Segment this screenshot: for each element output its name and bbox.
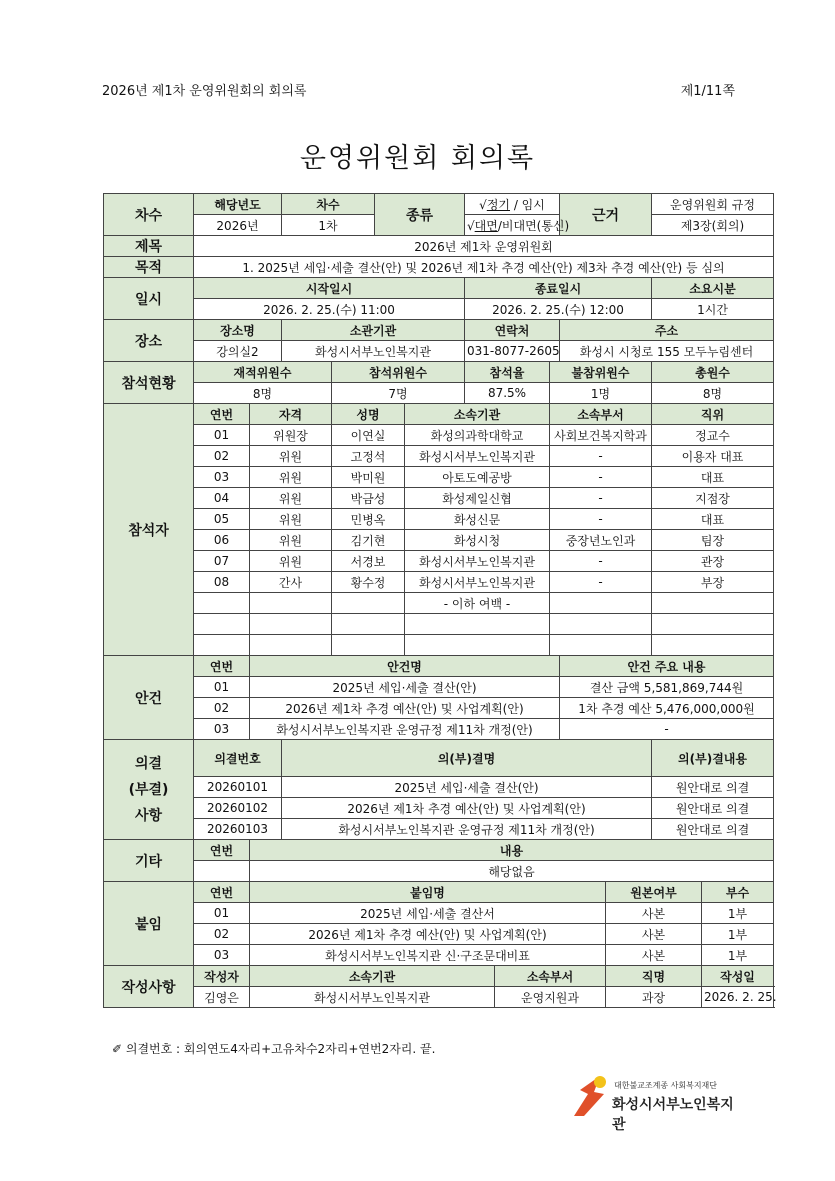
cell: 위원 [250,446,332,467]
start-header: 시작일시 [194,278,465,299]
place-label: 장소 [104,320,194,362]
cell: 화성시서부노인복지관 [405,572,550,593]
type-line1: √정기 / 임시 [465,194,560,215]
subject-label: 제목 [104,236,194,257]
cell: 박미원 [332,467,405,488]
cell: 원안대로 의결 [652,798,774,819]
writer-header: 소속기관 [250,966,495,987]
check-mark-icon: √ [479,197,487,212]
cell: 1차 추경 예산 5,476,000,000원 [560,698,774,719]
table-row [104,425,774,446]
cell: 대표 [652,509,774,530]
logo-name: 화성시서부노인복지관 [612,1097,734,1133]
cell: 사본 [606,945,702,966]
cell: 01 [194,677,250,698]
cell: 02 [194,698,250,719]
cell: 김기현 [332,530,405,551]
agenda-header: 안건명 [250,656,560,677]
attendance-header: 참석율 [465,362,550,383]
writer-value: 김영은 [194,987,250,1008]
resolution-header: 의(부)결명 [282,740,652,777]
table-row [104,530,774,551]
cell: 01 [194,903,250,924]
attendees-header: 연번 [194,404,250,425]
purpose-label: 목적 [104,257,194,278]
cell: 02 [194,446,250,467]
cell: 화성시청 [405,530,550,551]
place-header: 장소명 [194,320,282,341]
table-row [104,677,774,698]
logo-subtitle: 대한불교조계종 사회복지재단 [614,1081,718,1090]
cell: 화성제일신협 [405,488,550,509]
cell: 03 [194,719,250,740]
attendees-header: 직위 [652,404,774,425]
attach-header: 붙임명 [250,882,606,903]
agenda-label: 안건 [104,656,194,740]
attendees-header: 성명 [332,404,405,425]
basis-line1: 운영위원회 규정 [652,194,774,215]
cell: 1부 [702,903,774,924]
cell: 원안대로 의결 [652,819,774,840]
attendance-header: 참석위원수 [332,362,465,383]
minutes-table [103,193,777,1008]
place-value: 화성시 시청로 155 모두누림센터 [560,341,774,362]
etc-label: 기타 [104,840,194,882]
attendees-header: 자격 [250,404,332,425]
cell: 이용자 대표 [652,446,774,467]
cell: 01 [194,425,250,446]
cell: 결산 금액 5,581,869,744원 [560,677,774,698]
cell: 06 [194,530,250,551]
cell: 20260102 [194,798,282,819]
table-row [104,488,774,509]
cell: 중장년노인과 [550,530,652,551]
agenda-header: 안건 주요 내용 [560,656,774,677]
cell: 사본 [606,903,702,924]
writer-value: 2026. 2. 25. [702,987,774,1008]
cell: 황수정 [332,572,405,593]
table-row [104,945,774,966]
cell: 2025년 세입·세출 결산서 [250,903,606,924]
resolution-header: 의(부)결내용 [652,740,774,777]
place-header: 연락처 [465,320,560,341]
table-row [104,551,774,572]
etc-header: 연번 [194,840,250,861]
table-row [104,572,774,593]
basis-label: 근거 [560,194,652,236]
writer-header: 직명 [606,966,702,987]
table-row [104,903,774,924]
attendance-value: 87.5% [465,383,550,404]
cell: 20260103 [194,819,282,840]
cell: 위원 [250,488,332,509]
header-doc-title: 2026년 제1차 운영위원회의 회의록 [102,84,307,99]
table-row [104,798,774,819]
writer-header: 소속부서 [495,966,606,987]
agenda-header: 연번 [194,656,250,677]
etc-header: 내용 [250,840,774,861]
cell: 2026년 제1차 추경 예산(안) 및 사업계획(안) [250,924,606,945]
cell: 2025년 세입·세출 결산(안) [250,677,560,698]
cell: 05 [194,509,250,530]
attach-label: 붙임 [104,882,194,966]
duration-value: 1시간 [652,299,774,320]
cell: - [550,509,652,530]
etc-value: 해당없음 [250,861,774,882]
cell: 화성시서부노인복지관 운영규정 제11차 개정(안) [250,719,560,740]
cell: 위원 [250,509,332,530]
subject-value: 2026년 제1차 운영위원회 [194,236,774,257]
logo [570,1072,740,1133]
cell: - [550,446,652,467]
place-header: 주소 [560,320,774,341]
cell: 원안대로 의결 [652,777,774,798]
attendance-header: 재적위원수 [194,362,332,383]
attendance-value: 8명 [194,383,332,404]
cell: 20260101 [194,777,282,798]
check-mark-icon: √ [467,218,475,233]
end-header: 종료일시 [465,278,652,299]
cell: 화성시서부노인복지관 [405,446,550,467]
type-label: 종류 [375,194,465,236]
place-value: 강의실2 [194,341,282,362]
cell: 07 [194,551,250,572]
table-row [104,719,774,740]
cell: - [550,572,652,593]
table-row [104,614,774,635]
attendees-header: 소속부서 [550,404,652,425]
cell: 고정석 [332,446,405,467]
cell: - [550,467,652,488]
place-value: 031-8077-2605 [465,341,560,362]
type-line2: √대면/비대면(통신) [465,215,560,236]
cell: 1부 [702,945,774,966]
cell: - [550,488,652,509]
cell: 2026년 제1차 추경 예산(안) 및 사업계획(안) [250,698,560,719]
purpose-value: 1. 2025년 세입·세출 결산(안) 및 2026년 제1차 추경 예산(안) 제3차 추경 예산(안) 등 심의 [194,257,774,278]
table-row [104,509,774,530]
cell: 위원장 [250,425,332,446]
writer-value: 과장 [606,987,702,1008]
place-header: 소관기관 [282,320,465,341]
attendance-header: 불참위원수 [550,362,652,383]
table-row [104,698,774,719]
writer-value: 운영지원과 [495,987,606,1008]
cell: 팀장 [652,530,774,551]
attendance-label: 참석현황 [104,362,194,404]
attendees-header: 소속기관 [405,404,550,425]
footnote: ✐ 의결번호 : 회의연도4자리+고유차수2자리+연번2자리. 끝. [112,1042,436,1056]
attendance-header: 총원수 [652,362,774,383]
cell: 2025년 세입·세출 결산(안) [282,777,652,798]
attendees-label: 참석자 [104,404,194,656]
attach-header: 원본여부 [606,882,702,903]
attach-header: 부수 [702,882,774,903]
cell: - [550,551,652,572]
cell: 화성의과학대학교 [405,425,550,446]
cell: 간사 [250,572,332,593]
end-value: 2026. 2. 25.(수) 12:00 [465,299,652,320]
cell: 사회보건복지학과 [550,425,652,446]
cell: 위원 [250,530,332,551]
year-value: 2026년 [194,215,282,236]
cell: 2026년 제1차 추경 예산(안) 및 사업계획(안) [282,798,652,819]
cell: 화성시서부노인복지관 운영규정 제11차 개정(안) [282,819,652,840]
cell: 민병옥 [332,509,405,530]
cell: 위원 [250,551,332,572]
cell: 서경보 [332,551,405,572]
cell: 박금성 [332,488,405,509]
cell: 정교수 [652,425,774,446]
attendance-value: 7명 [332,383,465,404]
resolution-label: 의결 (부결) 사항 [104,740,194,840]
attach-header: 연번 [194,882,250,903]
start-value: 2026. 2. 25.(수) 11:00 [194,299,465,320]
cell: - [560,719,774,740]
cell: 대표 [652,467,774,488]
cell: 위원 [250,467,332,488]
cell: 이연실 [332,425,405,446]
datetime-label: 일시 [104,278,194,320]
table-row [104,446,774,467]
writer-label: 작성사항 [104,966,194,1008]
cell: 03 [194,467,250,488]
cell: 02 [194,924,250,945]
table-row [104,777,774,798]
attendance-value: 1명 [550,383,652,404]
table-row [104,819,774,840]
cell: 화성신문 [405,509,550,530]
writer-header: 작성자 [194,966,250,987]
cell: 사본 [606,924,702,945]
table-row [104,635,774,656]
cell: 관장 [652,551,774,572]
logo-mark-icon [570,1072,612,1118]
cell: 아토도예공방 [405,467,550,488]
table-row [104,924,774,945]
table-row [104,467,774,488]
cell: 1부 [702,924,774,945]
cell: 지점장 [652,488,774,509]
basis-line2: 제3장(회의) [652,215,774,236]
cell: 화성시서부노인복지관 [405,551,550,572]
duration-header: 소요시분 [652,278,774,299]
num-header: 차수 [282,194,375,215]
cell: 화성시서부노인복지관 신·구조문대비표 [250,945,606,966]
writer-value: 화성시서부노인복지관 [250,987,495,1008]
num-value: 1차 [282,215,375,236]
year-header: 해당년도 [194,194,282,215]
table-row [104,593,774,614]
cell: 03 [194,945,250,966]
blank-note: - 이하 여백 - [405,593,550,614]
place-value: 화성시서부노인복지관 [282,341,465,362]
attendance-value: 8명 [652,383,774,404]
cell: 08 [194,572,250,593]
header-page-number: 제1/11쪽 [680,84,735,99]
cell: 부장 [652,572,774,593]
cell: 04 [194,488,250,509]
chasu-label: 차수 [104,194,194,236]
writer-header: 작성일 [702,966,774,987]
page-title: 운영위원회 회의록 [299,143,536,174]
resolution-header: 의결번호 [194,740,282,777]
chasu-row [104,194,774,215]
